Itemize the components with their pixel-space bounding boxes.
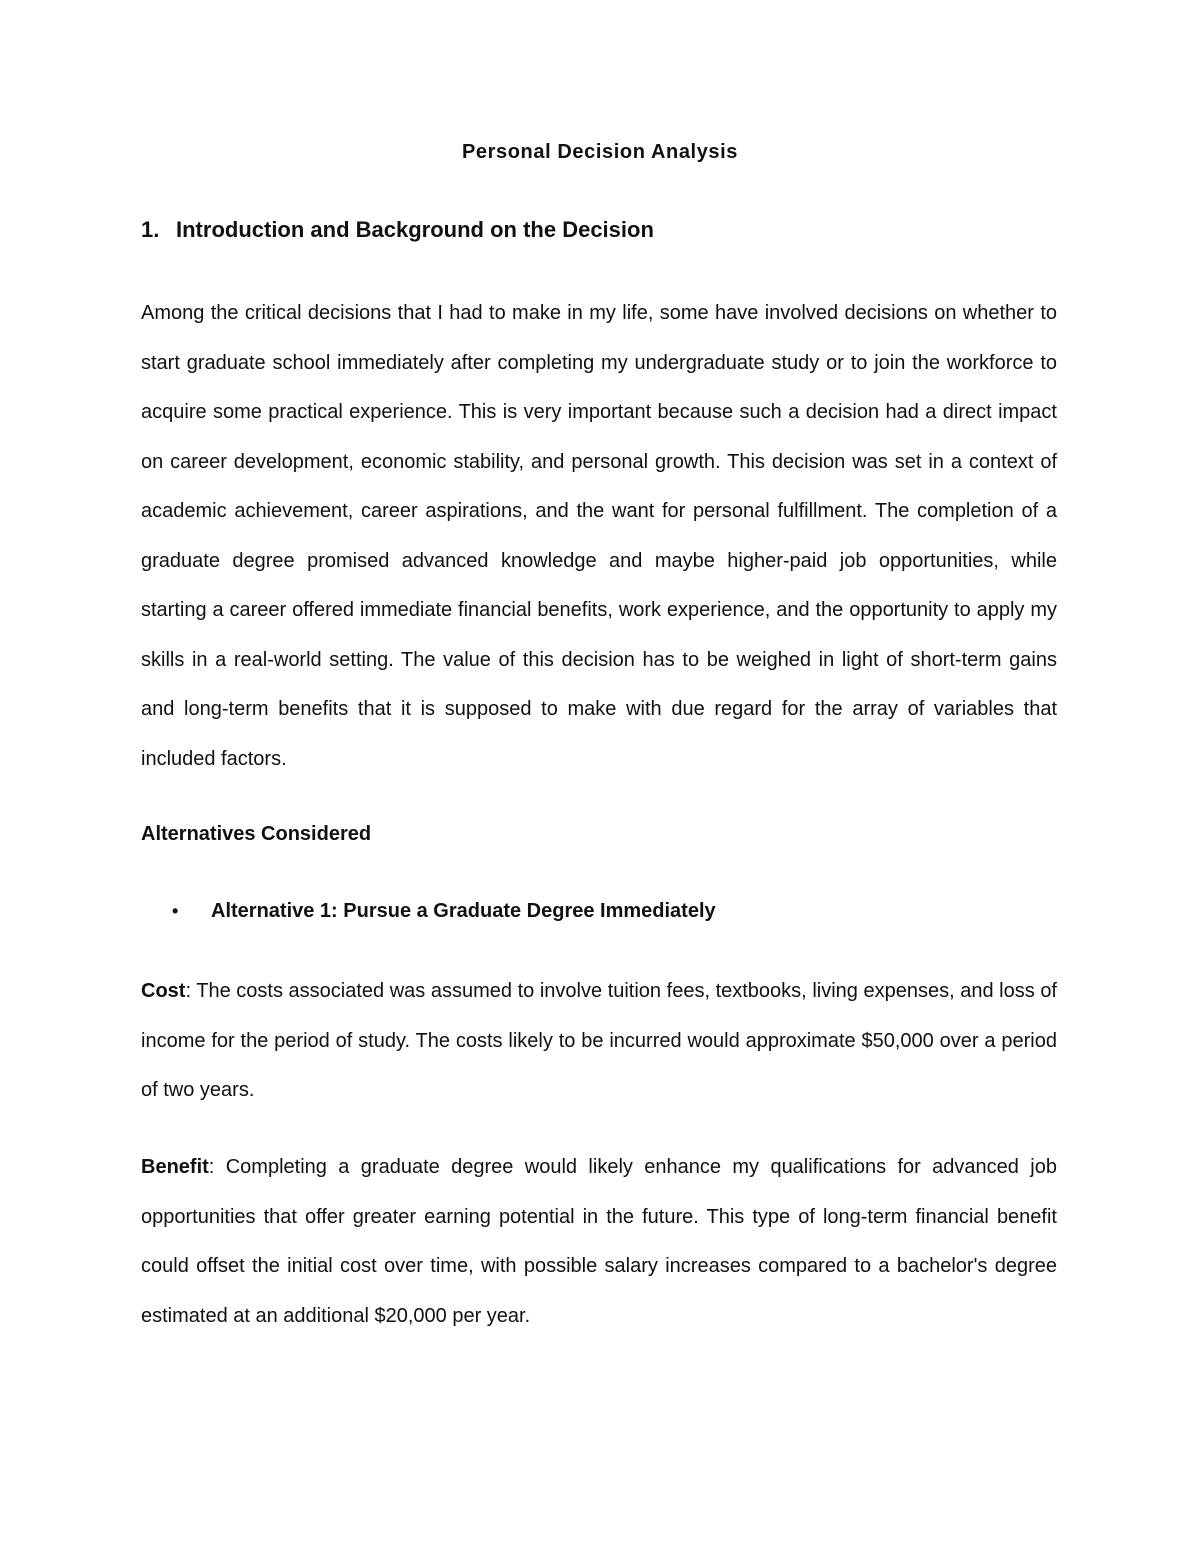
benefit-paragraph <box>141 1143 1057 1341</box>
bullet-icon: • <box>172 901 179 921</box>
alternatives-heading: Alternatives Considered <box>141 823 372 845</box>
alternative-1-title: Alternative 1: Pursue a Graduate Degree Immediately <box>211 900 716 922</box>
alternative-1-list-item <box>172 900 716 923</box>
section-number: 1. <box>141 217 160 242</box>
introduction-paragraph: Among the critical decisions that I had to make in my life, some have involved decisions on whether to start graduate school immediately after completing my undergraduate study or to join the workforce to acquire some practical experience. This is very important because such a decision had a direct impact on career development, economic stability, and personal growth. This decision was set in a context of academic achievement, career aspirations, and the want for personal fulfillment. The completion of a graduate degree promised advanced knowledge and maybe higher-paid job opportunities, while starting a career offered immediate financial benefits, work experience, and the opportunity to apply my skills in a real-world setting. The value of this decision has to be weighed in light of short-term gains and long-term benefits that it is supposed to make with due regard for the array of variables that included factors. <box>141 302 1057 770</box>
section-heading-text: Introduction and Background on the Decision <box>176 217 654 242</box>
benefit-text: : Completing a graduate degree would likely enhance my qualifications for advanced job opportunities that offer greater earning potential in the future. This type of long-term financial benefit could offset the initial cost over time, with possible salary increases compared to a bachelor's degree estimated at an additional $20,000 per year. <box>141 1156 1057 1327</box>
cost-paragraph <box>141 967 1057 1116</box>
benefit-label: Benefit <box>141 1156 209 1178</box>
section-heading-introduction <box>141 217 654 243</box>
document-title: Personal Decision Analysis <box>461 141 739 163</box>
cost-text: : The costs associated was assumed to involve tuition fees, textbooks, living expenses, and loss of income for the period of study. The costs likely to be incurred would approximate $50,000 over a period of two years. <box>141 980 1057 1101</box>
cost-label: Cost <box>141 980 186 1002</box>
